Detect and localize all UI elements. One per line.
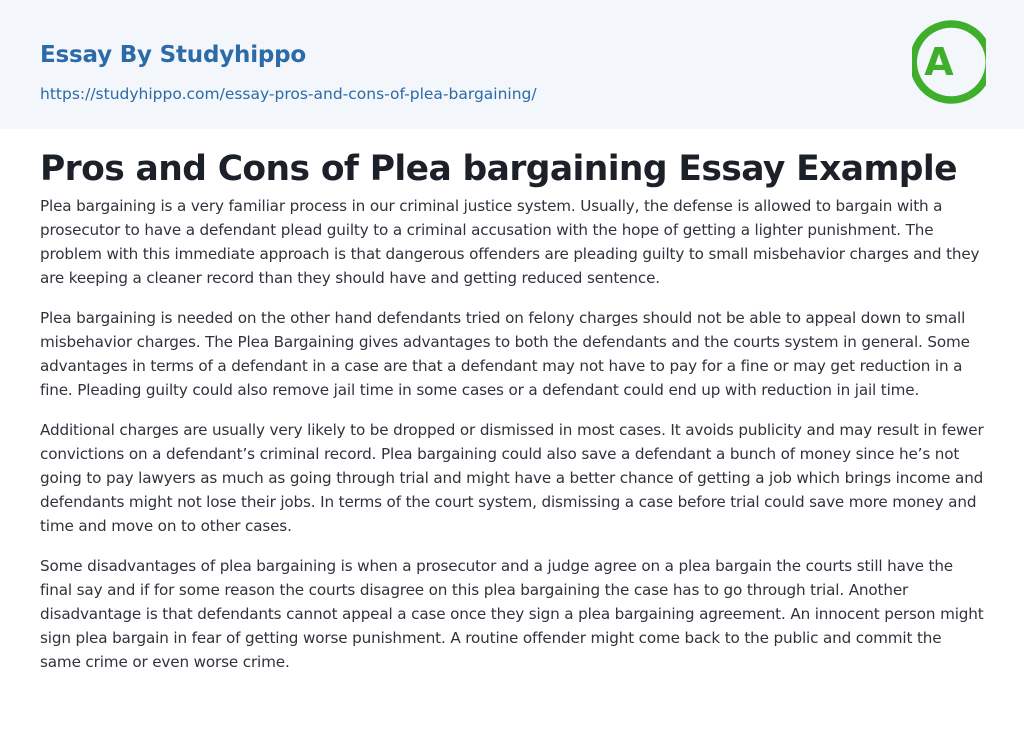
paragraph: Plea bargaining is a very familiar process in our criminal justice system. Usually, the defense is allowed to bargain with a prosecutor to have a defendant plead guilty to a criminal accusation with the hope of getting a lighter punishment. The problem with this immediate approach is that dangerous offenders are pleading guilty to small misbehavior charges and they are keeping a cleaner record than they should have and getting reduced sentence. [40, 197, 980, 287]
page-title: Pros and Cons of Plea bargaining Essay Example [40, 149, 957, 189]
paragraph: Additional charges are usually very likely to be dropped or dismissed in most cases. It avoids publicity and may result in fewer convictions on a defendant’s criminal record. Plea bargaining could also save a defendant a bunch of money since he’s not going to pay lawyers as much as going through trial and might have a better chance of getting a job which brings income and defendants might not lose their jobs. In terms of the court system, dismissing a case before trial could save more money and time and move on to other cases. [40, 421, 984, 535]
paragraph: Some disadvantages of plea bargaining is when a prosecutor and a judge agree on a plea bargain the courts still have the final say and if for some reason the courts disagree on this plea bargaining the case has to go through trial. Another disadvantage is that defendants cannot appeal a case once they sign a plea bargaining agreement. An innocent person might sign plea bargain in fear of getting worse punishment. A routine offender might come back to the public and commit the same crime or even worse crime. [40, 557, 984, 671]
site-brand[interactable]: Essay By Studyhippo [40, 42, 307, 68]
logo-letter: A [924, 40, 954, 84]
studyhippo-logo-icon[interactable] [912, 19, 986, 105]
essay-url-link[interactable]: https://studyhippo.com/essay-pros-and-cons-of-plea-bargaining/ [40, 85, 537, 103]
paragraph: Plea bargaining is needed on the other hand defendants tried on felony charges should not be able to appeal down to small misbehavior charges. The Plea Bargaining gives advantages to both the defendants and the courts system in general. Some advantages in terms of a defendant in a case are that a defendant may not have to pay for a fine or may get reduction in a fine. Pleading guilty could also remove jail time in some cases or a defendant could end up with reduction in jail time. [40, 309, 970, 399]
site-header [0, 0, 1024, 129]
article [0, 147, 1024, 674]
